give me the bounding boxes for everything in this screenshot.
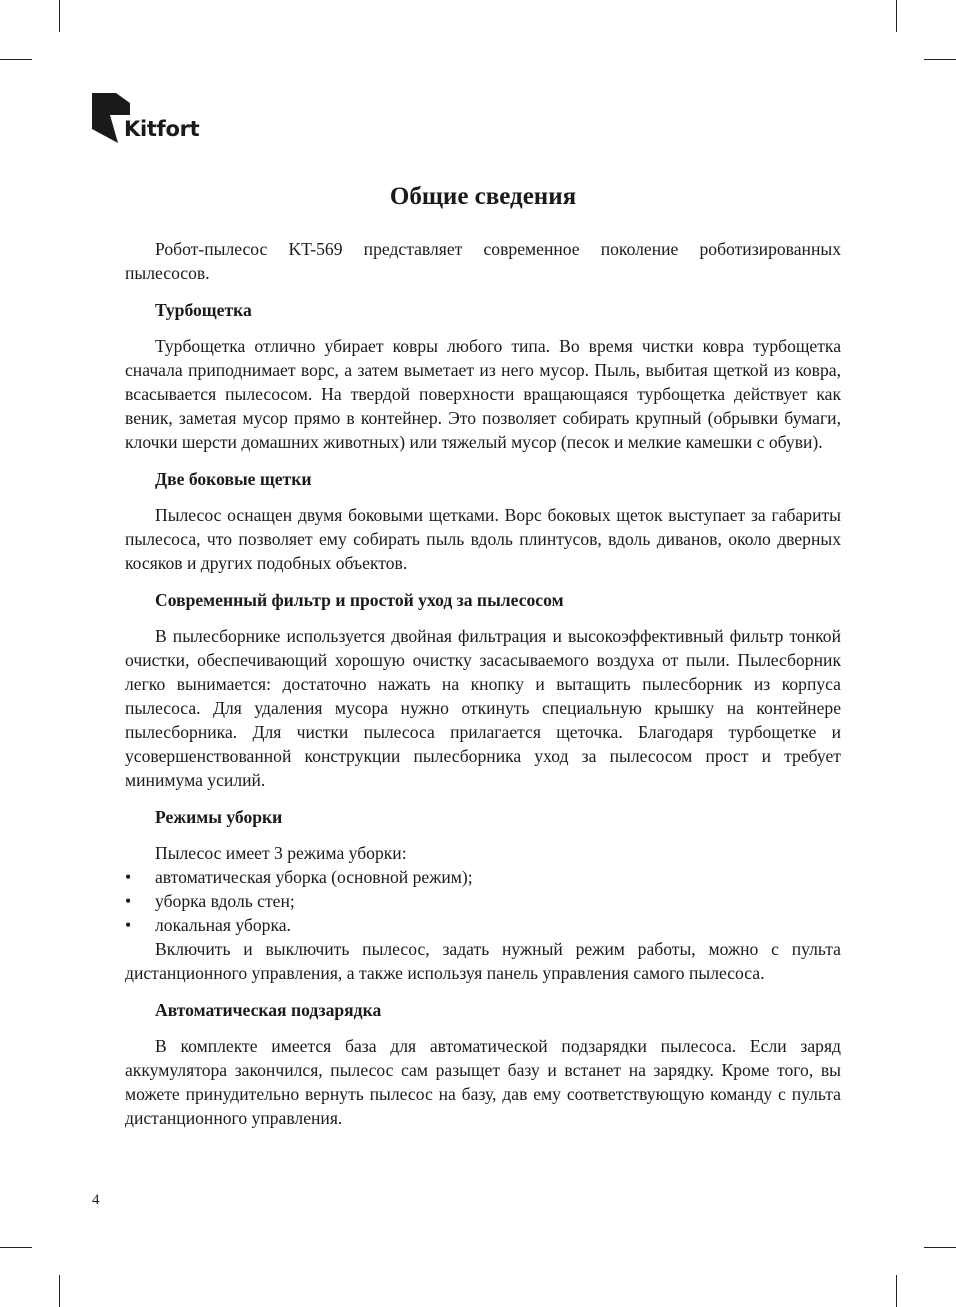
section-heading-filter: Современный фильтр и простой уход за пылесосом	[155, 590, 564, 610]
section-paragraph-modes: Включить и выключить пылесос, задать нужный режим работы, можно с пульта дистанционного управления, а также используя панель управления самого пылесоса.	[125, 939, 841, 983]
crop-mark-bottom-left	[59, 1275, 60, 1307]
list-item: • автоматическая уборка (основной режим);	[125, 865, 841, 889]
section-heading-turbobrush: Турбощетка	[155, 300, 252, 320]
brand-name: Kitfort	[124, 117, 200, 141]
section-paragraph-autocharge: В комплекте имеется база для автоматической подзарядки пылесоса. Если заряд аккумулятора закончился, пылесос сам разыщет базу и встанет на зарядку. Кроме того, вы можете принудительно вернуть пылесос на базу, дав ему соответствующую команду с пульта дистанционного управления.	[125, 1036, 841, 1128]
crop-mark-top-right	[896, 0, 897, 32]
crop-mark-top-right-h	[924, 59, 956, 60]
crop-mark-top-left	[59, 0, 60, 32]
crop-mark-bottom-left-h	[0, 1247, 32, 1248]
list-item: • локальная уборка.	[125, 913, 841, 937]
list-item: • уборка вдоль стен;	[125, 889, 841, 913]
section-paragraph-turbobrush: Турбощетка отлично убирает ковры любого типа. Во время чистки ковра турбощетка сначала приподнимает ворс, а затем выметает из него мусор. Пыль, выбитая щеткой из ковра, всасывается пылесосом. На твердой поверхности вращающаяся турбощетка действует как веник, заметая мусор прямо в контейнер. Это позволяет собирать крупный (обрывки бумаги, клочки шерсти домашних животных) или тяжелый мусор (песок и мелкие камешки с обуви).	[125, 336, 841, 452]
section-heading-modes: Режимы уборки	[155, 807, 283, 827]
modes-list	[125, 865, 841, 937]
section-paragraph-filter: В пылесборнике используется двойная фильтрация и высокоэффективный фильтр тонкой очистки, обеспечивающий хорошую очистку засасываемого воздуха от пыли. Пылесборник легко вынимается: достаточно нажать на кнопку и вытащить пылесборник из корпуса пылесоса. Для удаления мусора нужно откинуть специальную крышку на контейнере пылесборника. Для чистки пылесоса прилагается щеточка. Благодаря турбощетке и усовершенствованной конструкции пылесборника уход за пылесосом прост и требует минимума усилий.	[125, 626, 841, 790]
page-title: Общие сведения	[389, 183, 577, 210]
section-heading-side-brushes: Две боковые щетки	[155, 469, 312, 489]
crop-mark-top-left-h	[0, 59, 32, 60]
page-number: 4	[92, 1192, 100, 1208]
section-paragraph-side-brushes: Пылесос оснащен двумя боковыми щетками. Ворс боковых щеток выступает за габариты пылесоса, что позволяет ему собирать пыль вдоль плинтусов, вдоль диванов, около дверных косяков и других подобных объектов.	[125, 505, 841, 573]
section-lead-modes: Пылесос имеет 3 режима уборки:	[155, 843, 407, 863]
section-heading-autocharge: Автоматическая подзарядка	[155, 1000, 382, 1020]
brand-logo	[92, 93, 212, 149]
document-body	[125, 237, 841, 1130]
crop-mark-bottom-right-h	[924, 1247, 956, 1248]
intro-paragraph: Робот-пылесос KT-569 представляет современное поколение роботизированных пылесосов.	[125, 239, 841, 283]
crop-mark-bottom-right	[896, 1275, 897, 1307]
